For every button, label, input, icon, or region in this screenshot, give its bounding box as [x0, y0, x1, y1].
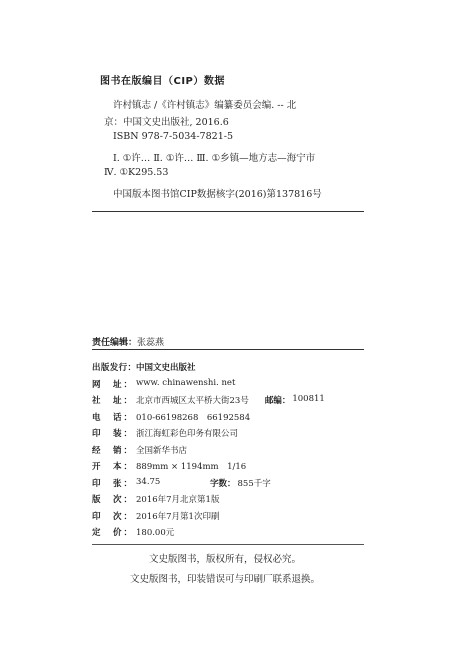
printing-label: 印 次： — [92, 512, 132, 522]
words-label: 字数： — [210, 479, 236, 489]
format-row — [92, 460, 246, 472]
publisher-row — [92, 361, 196, 373]
cip-title-line: 许村镇志 /《许村镇志》编纂委员会编. -- 北 — [113, 100, 297, 111]
website-value: www. chinawenshi. net — [136, 378, 236, 388]
format-value: 889mm × 1194mm 1/16 — [136, 462, 247, 472]
price-value: 180.00元 — [136, 528, 175, 538]
sheets-label: 印 张： — [92, 479, 132, 489]
website-label: 网 址： — [92, 380, 132, 390]
printer-row — [92, 427, 238, 439]
printer-label: 印 装： — [92, 429, 132, 439]
edition-row — [92, 493, 219, 505]
publisher-label: 出版发行： — [92, 363, 136, 373]
distributor-value: 全国新华书店 — [136, 446, 188, 456]
price-label: 定 价： — [92, 528, 132, 538]
pubinfo-divider — [92, 544, 364, 545]
cip-divider — [92, 211, 364, 212]
format-label: 开 本： — [92, 462, 132, 472]
responsible-editor — [92, 335, 164, 348]
address-value: 北京市西城区太平桥大街23号 — [136, 396, 249, 406]
cip-publisher-line: 京：中国文史出版社, 2016.6 — [104, 117, 229, 128]
phone-label: 电 话： — [92, 413, 132, 423]
words-value: 855千字 — [237, 479, 271, 489]
printer-value: 浙江海虹彩色印务有限公司 — [136, 429, 239, 439]
distributor-label: 经 销： — [92, 446, 132, 456]
sheets-value: 34.75 — [136, 477, 161, 487]
website-row — [92, 378, 235, 390]
cip-heading: 图书在版编目（CIP）数据 — [100, 76, 225, 87]
editor-label: 责任编辑： — [92, 338, 138, 348]
price-row — [92, 526, 174, 538]
address-row — [92, 394, 325, 406]
distributor-row — [92, 444, 187, 456]
editor-name: 张蕊燕 — [137, 338, 165, 348]
postcode-label: 邮编： — [264, 396, 291, 406]
postcode-value: 100811 — [292, 394, 325, 404]
phone-value: 010-66198268 66192584 — [136, 413, 251, 423]
edition-label: 版 次： — [92, 495, 132, 505]
editor-divider — [92, 349, 364, 350]
cip-approval-number: 中国版本图书馆CIP数据核字(2016)第137816号 — [113, 189, 322, 200]
edition-value: 2016年7月北京第1版 — [136, 495, 220, 505]
address-label: 社 址： — [92, 396, 132, 406]
printing-value: 2016年7月第1次印刷 — [136, 512, 220, 522]
return-notice: 文史版图书，印装错误可与印刷厂联系退换。 — [129, 574, 320, 585]
publisher-value: 中国文史出版社 — [136, 363, 196, 373]
sheets-row — [92, 477, 271, 489]
cip-subjects-line1: Ⅰ. ①许… Ⅱ. ①许… Ⅲ. ①乡镇—地方志—海宁市 — [113, 153, 316, 164]
printing-row — [92, 510, 219, 522]
phone-row — [92, 411, 250, 423]
cip-subjects-line2: Ⅳ. ①K295.53 — [104, 167, 169, 178]
cip-isbn: ISBN 978-7-5034-7821-5 — [113, 131, 233, 142]
copyright-notice: 文史版图书，版权所有，侵权必究。 — [148, 554, 301, 565]
